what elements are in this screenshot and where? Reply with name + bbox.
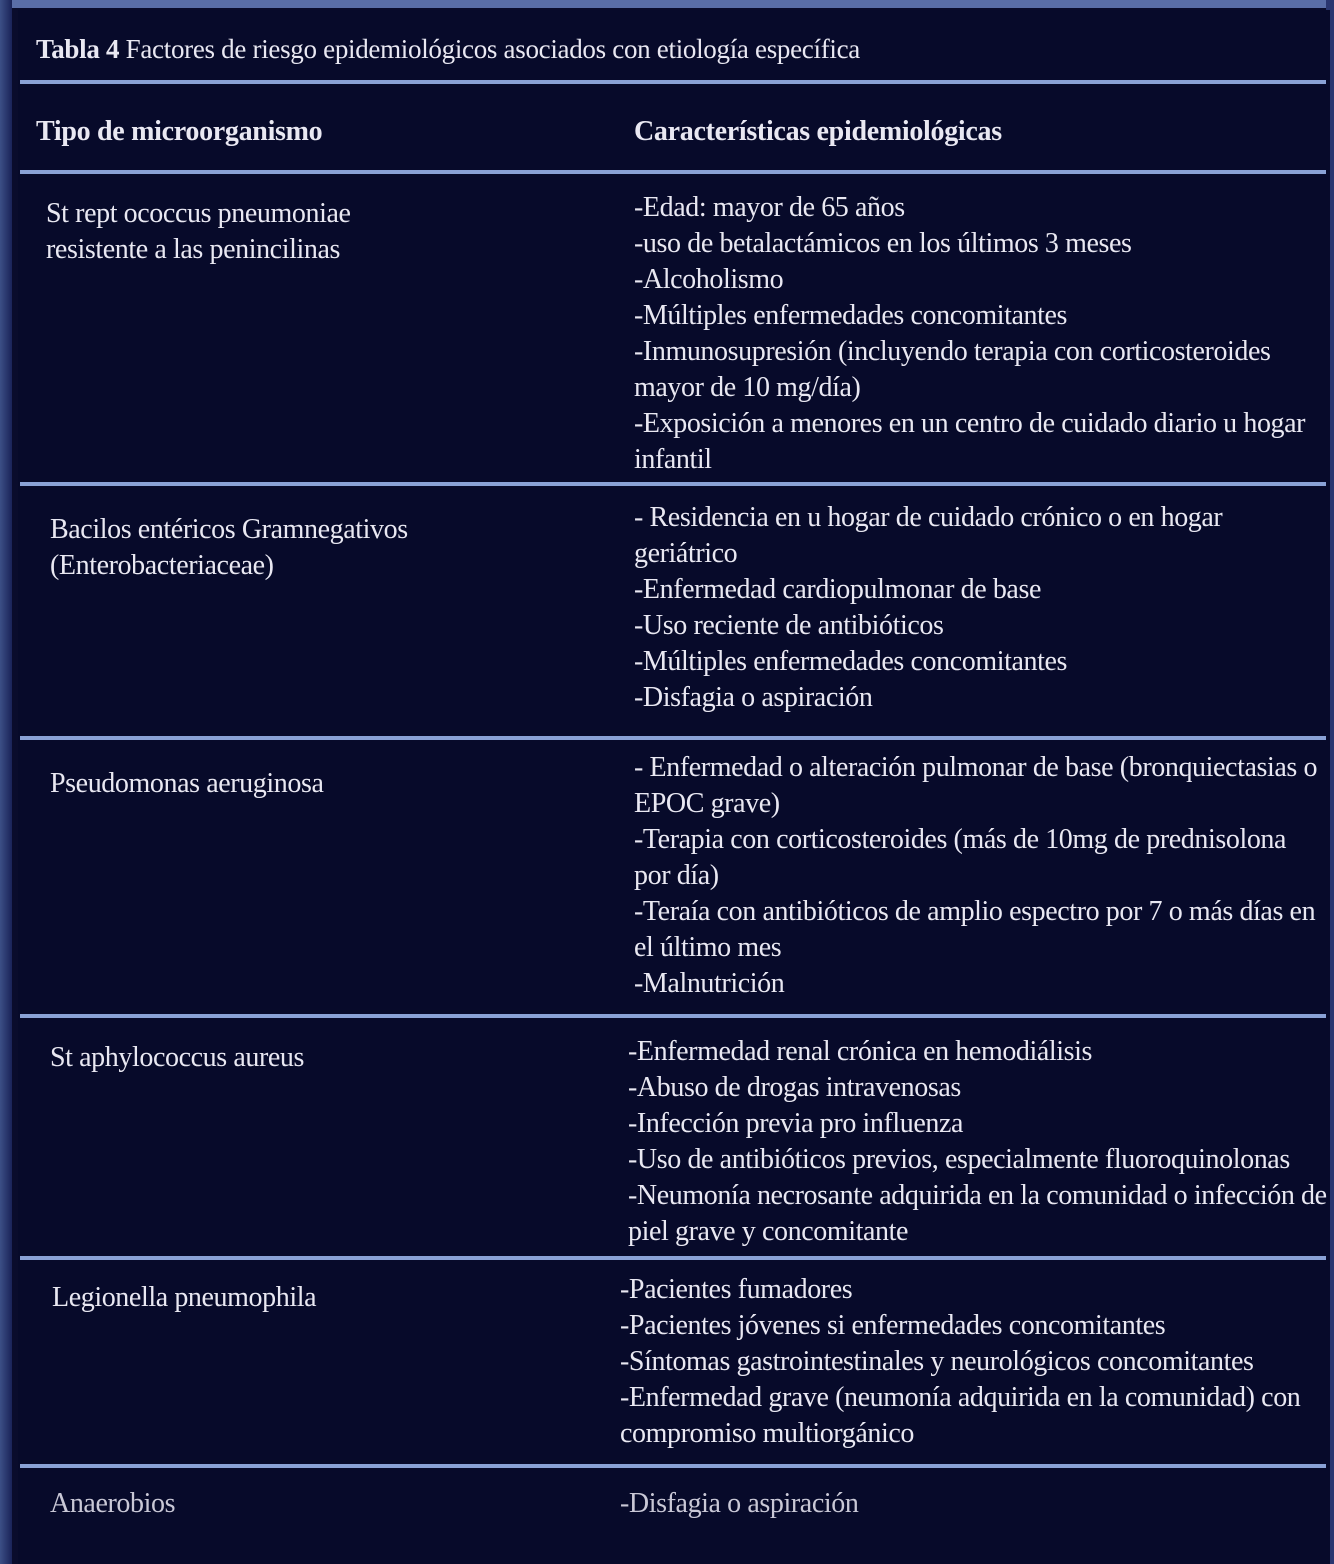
divider (20, 80, 1326, 84)
row-organism: St aphylococcus aureus (50, 1042, 305, 1073)
row-characteristics (634, 750, 1324, 1002)
characteristic-item: -Disfagia o aspiración (634, 682, 873, 713)
divider (20, 1014, 1326, 1018)
row-organism: Pseudomonas aeruginosa (50, 768, 324, 799)
divider (20, 482, 1326, 486)
characteristic-item: -Enfermedad cardiopulmonar de base (634, 574, 1041, 605)
table-title-number: Tabla 4 (36, 34, 120, 64)
characteristic-item: -Disfagia o aspiración (620, 1488, 859, 1519)
characteristic-item: -uso de betalactámicos en los últimos 3 meses (634, 228, 1132, 259)
row-characteristics (634, 190, 1324, 478)
characteristic-item: -Edad: mayor de 65 años (634, 192, 905, 223)
row-characteristics (620, 1486, 1320, 1522)
characteristic-item: -Enfermedad renal crónica en hemodiálisis (628, 1036, 1093, 1067)
characteristic-item: -Infección previa pro influenza (628, 1108, 964, 1139)
row-characteristics (628, 1034, 1328, 1250)
table-title (36, 34, 860, 65)
characteristic-item: -Inmunosupresión (incluyendo terapia con corticosteroides mayor de 10 mg/día) (634, 336, 1271, 403)
header-organism: Tipo de microorganismo (36, 116, 323, 147)
characteristic-item: -Síntomas gastrointestinales y neurológicos concomitantes (620, 1346, 1254, 1377)
characteristic-item: - Enfermedad o alteración pulmonar de base (bronquiectasias o EPOC grave) (634, 752, 1318, 819)
characteristic-item: -Pacientes fumadores (620, 1274, 853, 1305)
divider (20, 170, 1326, 174)
characteristic-item: -Abuso de drogas intravenosas (628, 1072, 961, 1103)
row-organism: Anaerobios (50, 1488, 176, 1519)
row-organism: Legionella pneumophila (52, 1282, 317, 1313)
divider (20, 736, 1326, 740)
characteristic-item: -Exposición a menores en un centro de cuidado diario u hogar infantil (634, 408, 1306, 475)
characteristic-item: -Malnutrición (634, 968, 785, 999)
characteristic-item: -Uso de antibióticos previos, especialmente fluoroquinolonas (628, 1144, 1290, 1175)
row-organism: Bacilos entéricos Gramnegativos (Enterobacteriaceae) (50, 514, 408, 581)
divider (20, 1464, 1326, 1468)
characteristic-item: -Neumonía necrosante adquirida en la comunidad o infección de piel grave y concomitante (628, 1180, 1327, 1247)
row-organism: St rept ococcus pneumoniae resistente a las penincilinas (46, 198, 351, 265)
divider (20, 1256, 1326, 1260)
characteristic-item: -Pacientes jóvenes si enfermedades concomitantes (620, 1310, 1166, 1341)
row-characteristics (634, 500, 1284, 716)
characteristic-item: -Terapia con corticosteroides (más de 10mg de prednisolona por día) (634, 824, 1287, 891)
characteristic-item: -Teraía con antibióticos de amplio espectro por 7 o más días en el último mes (634, 896, 1316, 963)
characteristic-item: -Alcoholismo (634, 264, 784, 295)
characteristic-item: - Residencia en u hogar de cuidado crónico o en hogar geriátrico (634, 502, 1223, 569)
window-top-border (0, 0, 1334, 8)
table-page (18, 10, 1330, 1564)
characteristic-item: -Múltiples enfermedades concomitantes (634, 646, 1068, 677)
characteristic-item: -Enfermedad grave (neumonía adquirida en la comunidad) con compromiso multiorgánico (620, 1382, 1301, 1449)
row-characteristics (620, 1272, 1320, 1452)
characteristic-item: -Múltiples enfermedades concomitantes (634, 300, 1068, 331)
header-characteristics: Características epidemiológicas (634, 116, 1002, 147)
window-left-border (0, 0, 12, 1564)
characteristic-item: -Uso reciente de antibióticos (634, 610, 944, 641)
table-title-text: Factores de riesgo epidemiológicos asociados con etiología específica (119, 34, 860, 64)
